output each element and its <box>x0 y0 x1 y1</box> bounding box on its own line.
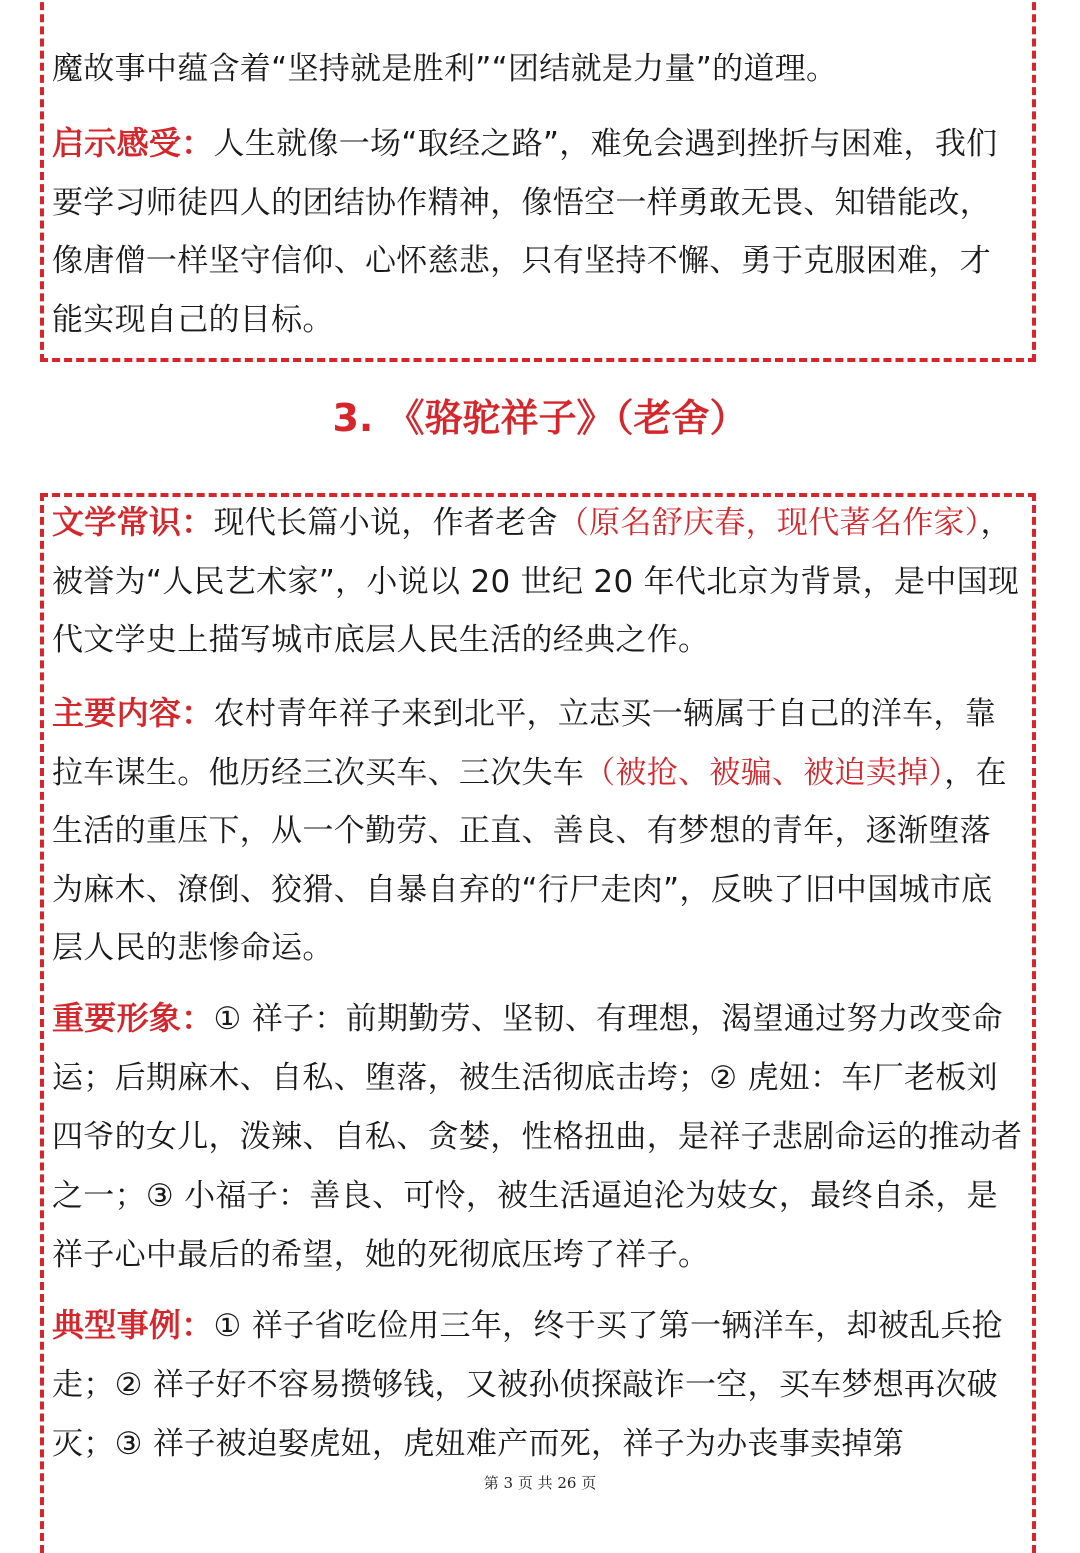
section-title: 3. 《骆驼祥子》（老舍） <box>332 396 748 440</box>
main-content-paragraph <box>52 684 1022 978</box>
intro-tail-paragraph <box>52 40 1032 99</box>
literary-knowledge-label: 文学常识： <box>52 503 214 541</box>
inspiration-label: 启示感受： <box>52 124 214 162</box>
literary-knowledge-note: （原名舒庆春，现代著名作家） <box>557 505 981 541</box>
characters-text: ① 祥子：前期勤劳、坚韧、有理想，渴望通过努力改变命运；后期麻木、自私、堕落，被生活彻底击垮；② 虎妞：车厂老板刘四爷的女儿，泼辣、自私、贪婪，性格扭曲，是祥子悲剧命运的推动者之一；③ 小福子：善良、可怜，被生活逼迫沦为妓女，最终自杀，是祥子心中最后的希望，她的死彻底压垮了祥子。 <box>52 1001 1023 1273</box>
main-content-note: （被抢、被骗、被迫卖掉） <box>584 754 945 791</box>
examples-label: 典型事例： <box>52 1306 214 1344</box>
characters-paragraph <box>52 989 1027 1285</box>
literary-knowledge-paragraph <box>52 493 1027 670</box>
intro-tail-text: 魔故事中蕴含着“坚持就是胜利”“团结就是力量”的道理。 <box>52 51 838 87</box>
literary-knowledge-text: 现代长篇小说，作者老舍 <box>213 505 558 541</box>
examples-text: ① 祥子省吃俭用三年，终于买了第一辆洋车，却被乱兵抢走；② 祥子好不容易攒够钱，又被孙侦探敲诈一空，买车梦想再次破灭；③ 祥子被迫娶虎妞，虎妞难产而死，祥子为办丧事卖掉第 <box>52 1308 1003 1462</box>
page-number-footer: 第 3 页 共 26 页 <box>483 1474 597 1492</box>
main-content-text-rest: ，在生活的重压下，从一个勤劳、正直、善良、有梦想的青年，逐渐堕落为麻木、潦倒、狡猾、自暴自弃的“行尸走肉”，反映了旧中国城市底层人民的悲惨命运。 <box>52 754 1007 966</box>
inspiration-text: 人生就像一场“取经之路”，难免会遇到挫折与困难，我们要学习师徒四人的团结协作精神，像悟空一样勇敢无畏、知错能改，像唐僧一样坚守信仰、心怀慈悲，只有坚持不懈、勇于克服困难，才能实现自己的目标。 <box>52 126 998 338</box>
main-content-label: 主要内容： <box>52 694 214 732</box>
main-content-text: 农村青年祥子来到北平，立志买一辆属于自己的洋车，靠拉车谋生。他历经三次买车、三次失车 <box>52 696 997 791</box>
examples-paragraph <box>52 1296 1027 1474</box>
characters-label: 重要形象： <box>52 999 214 1037</box>
literary-knowledge-text-rest: ，被誉为“人民艺术家”，小说以 20 世纪 20 年代北京为背景，是中国现代文学史上描写城市底层人民生活的经典之作。 <box>52 505 1020 658</box>
inspiration-paragraph <box>52 114 1012 349</box>
